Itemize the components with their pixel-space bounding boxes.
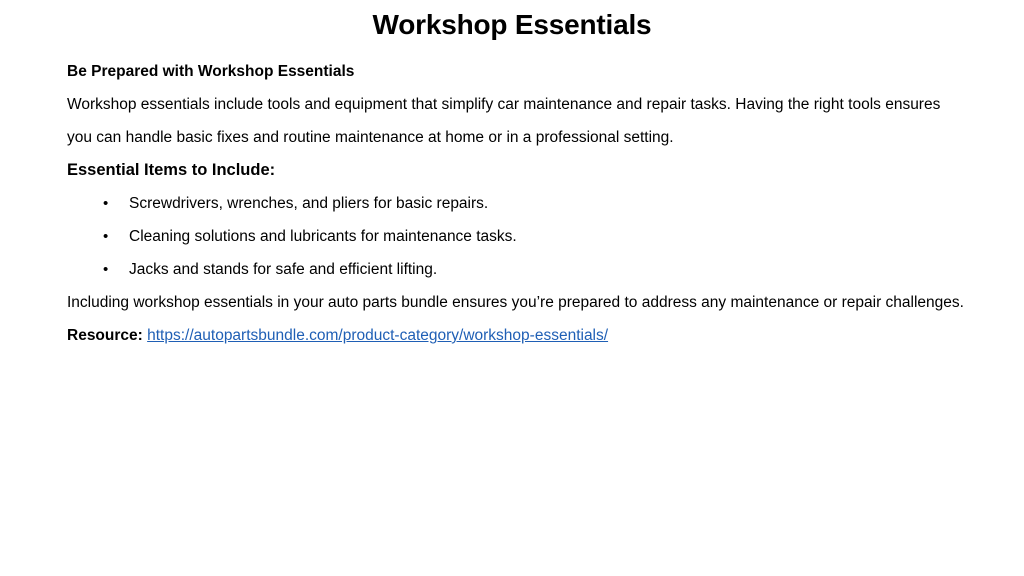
slide-title: Workshop Essentials [372, 9, 652, 40]
list-item-text: Cleaning solutions and lubricants for maintenance tasks. [129, 228, 517, 245]
closing-paragraph: Including workshop essentials in your auto parts bundle ensures you’re prepared to address any maintenance or repair challenges. [67, 294, 964, 311]
intro-paragraph: Workshop essentials include tools and equipment that simplify car maintenance and repair tasks. Having the right tools ensures you can handle basic fixes and routine maintenance at home or in a professional setting. [67, 96, 941, 146]
slide-body [67, 55, 967, 352]
list-item-text: Screwdrivers, wrenches, and pliers for basic repairs. [129, 195, 489, 212]
list-item [67, 253, 967, 286]
resource-line [67, 319, 967, 352]
list-item-text: Jacks and stands for safe and efficient lifting. [129, 261, 438, 278]
bullet-icon: • [103, 228, 109, 245]
resource-label: Resource: [67, 327, 143, 344]
subheading: Be Prepared with Workshop Essentials [67, 63, 355, 80]
essential-items-list [67, 187, 967, 286]
list-item [67, 187, 967, 220]
bullet-icon: • [103, 261, 109, 278]
list-item [67, 220, 967, 253]
bullet-icon: • [103, 195, 109, 212]
list-heading: Essential Items to Include: [67, 161, 276, 179]
resource-link[interactable]: https://autopartsbundle.com/product-category/workshop-essentials/ [147, 327, 609, 344]
